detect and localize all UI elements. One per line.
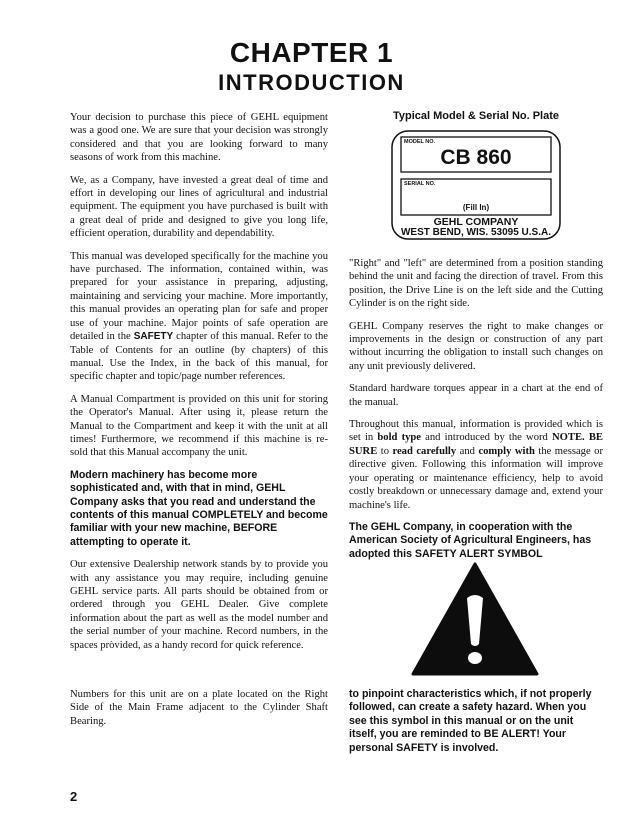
intro-paragraph-3	[70, 250, 328, 384]
model-number-label: MODEL NO.	[404, 139, 436, 145]
intro-paragraph-1: Your decision to purchase this piece of GEHL equipment was a good one. We are sure that your decision was strongly considered and that you are looking forward to many seasons of work from this machine.	[70, 112, 328, 164]
intro-paragraph-3-a: This manual was developed specifically for the machine you have purchased. The information, contained within, was prepared for your assistance in preparing, adjusting, maintaining and servicing your machine. More importantly, this manual provides an operating plan for safe and proper use of your machine. Major points of safe operation are detailed in the	[70, 250, 328, 343]
changes-paragraph: GEHL Company reserves the right to make changes or improvements in the design or construction of any part without incurring the obligation to install such changes on any unit previously delivered.	[349, 320, 603, 372]
intro-paragraph-2: We, as a Company, have invested a great deal of time and effort in developing our lines of agricultural and industrial equipment. The equipment you have purchased is built with a great deal of pride and designed to give you long life, efficient operation, durability and dependability.	[70, 174, 328, 240]
intro-paragraph-4: A Manual Compartment is provided on this unit for storing the Operator's Manual. After using it, please return the Manual to the Compartment and keep it with the unit at all times! Furthermore, we recommend if this machine is re-sold that this Manual accompany the unit.	[70, 393, 328, 459]
left-column	[70, 111, 328, 737]
note-paragraph-e: the message or directive given. Following this information will improve your operating or maintenance efficiency, help to avoid costly breakdown or unnecessary damage and, extend your machine's life.	[349, 445, 603, 511]
plate-company: GEHL COMPANY	[433, 216, 519, 228]
chapter-heading: CHAPTER 1	[229, 37, 394, 68]
dealer-paragraph: Our extensive Dealership network stands by to provide you with any assistance you may require, including genuine GEHL service parts. All parts should be obtained from or ordered through you GEHL Dealer. Give complete information about the part as well as the model number and the serial number of your machine. Record numbers, in the spaces pròvided, as a handy record for quick reference.	[70, 559, 328, 651]
right-column-lower	[349, 688, 603, 764]
safety-emphasis: SAFETY	[133, 331, 174, 343]
read-manual-notice: Modern machinery has become more sophisticated and, with that in mind, GEHL Company asks that you read and understand the contents of this manual COMPLETELY and become familiar with your new machine, BEFORE attempting to operate it.	[70, 468, 328, 548]
note-paragraph-d: and	[456, 445, 479, 457]
page-number: 2	[70, 789, 78, 804]
model-number-value: CB 860	[440, 146, 512, 169]
note-paragraph-a: Throughout this manual, information is provided which is set in	[349, 419, 603, 444]
right-column	[349, 257, 603, 570]
chapter-title: INTRODUCTION	[218, 70, 405, 95]
safety-alert-icon	[410, 560, 540, 678]
left-right-paragraph: "Right" and "left" are determined from a position standing behind the unit and facing the direction of travel. From this position, the Drive Line is on the left side and the Cutting Cylinder is on the right side.	[349, 258, 603, 310]
safety-alert-intro: The GEHL Company, in cooperation with the American Society of Agricultural Engineers, has adopted this SAFETY ALERT SYMBOL	[349, 520, 592, 560]
plate-caption: Typical Model & Serial No. Plate	[392, 110, 560, 122]
note-be-sure-emphasis: NOTE. BE SURE	[349, 432, 603, 457]
comply-with-emphasis: comply with	[478, 445, 535, 457]
serial-number-label: SERIAL NO.	[404, 181, 436, 187]
note-paragraph-b: and introduced by the word	[421, 432, 552, 444]
serial-number-value: (Fill In)	[462, 203, 490, 212]
bold-type-emphasis: bold type	[377, 432, 421, 444]
safety-alert-meaning: to pinpoint characteristics which, if not properly followed, can create a safety hazard. When you see this symbol in this manual or on the unit itself, you are reminded to BE ALERT! Your personal SAFETY is involved.	[349, 688, 592, 754]
note-paragraph-c: to	[377, 445, 393, 457]
serial-number-plate	[391, 130, 561, 240]
torque-paragraph: Standard hardware torques appear in a chart at the end of the manual.	[349, 383, 603, 408]
intro-paragraph-3-b: chapter of this manual. Refer to the Table of Contents for an outline (by chapters) of this manual. Use the Index, in the back of this manual, for specific chapter and topic/page number references.	[70, 331, 328, 383]
read-carefully-emphasis: read carefully	[392, 445, 457, 457]
plate-address: WEST BEND, WIS. 53095 U.S.A.	[400, 227, 552, 238]
plate-location-paragraph: Numbers for this unit are on a plate located on the Right Side of the Main Frame adjacent to the Cylinder Shaft Bearing.	[70, 689, 328, 727]
note-paragraph	[349, 418, 603, 512]
